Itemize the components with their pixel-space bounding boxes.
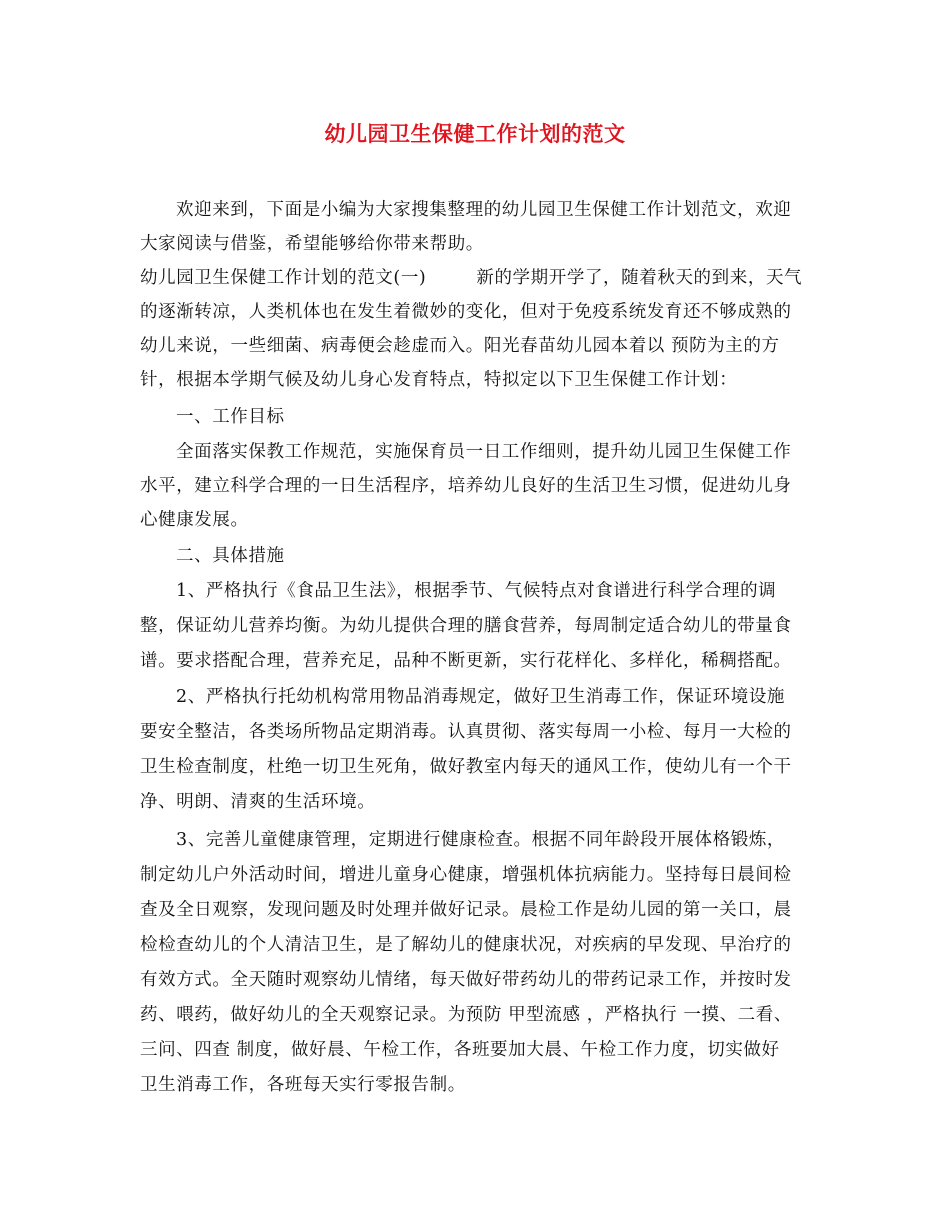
paragraph-text: 新的学期开学了，随着秋天的到来，天气 — [476, 268, 803, 288]
paragraph-line: 3、完善儿童健康管理，定期进行健康检查。根据不同年龄段开展体格锻炼， — [176, 830, 786, 850]
paragraph-line: 药、喂药，做好幼儿的全天观察记录。为预防 甲型流感 ，严格执行 一摸、二看、 — [140, 1005, 792, 1025]
paragraph-line: 要安全整洁，各类场所物品定期消毒。认真贯彻、落实每周一小检、每月一大检的 — [140, 722, 792, 742]
section-heading: 一、工作目标 — [176, 407, 285, 427]
paragraph-line: 2、严格执行托幼机构常用物品消毒规定，做好卫生消毒工作，保证环境设施 — [176, 687, 786, 707]
paragraph-line: 幼儿来说，一些细菌、病毒便会趁虚而入。阳光春苗幼儿园本着以 预防为主的方 — [140, 336, 780, 356]
paragraph-line: 有效方式。全天随时观察幼儿情绪，每天做好带药幼儿的带药记录工作，并按时发 — [140, 970, 792, 990]
paragraph-line: 谱。要求搭配合理，营养充足，品种不断更新，实行花样化、多样化，稀稠搭配。 — [140, 651, 792, 671]
paragraph-line: 卫生消毒工作，各班每天实行零报告制。 — [140, 1075, 466, 1095]
page-title: 幼儿园卫生保健工作计划的范文 — [324, 121, 626, 146]
paragraph-line: 水平，建立科学合理的一日生活程序，培养幼儿良好的生活卫生习惯，促进幼儿身 — [140, 476, 792, 496]
paragraph-line: 三问、四查 制度，做好晨、午检工作，各班要加大晨、午检工作力度，切实做好 — [140, 1040, 780, 1060]
paragraph-line: 针，根据本学期气候及幼儿身心发育特点，特拟定以下卫生保健工作计划： — [140, 370, 738, 390]
paragraph-line — [140, 266, 820, 290]
paragraph-line: 整，保证幼儿营养均衡。为幼儿提供合理的膳食营养，每周制定适合幼儿的带量食 — [140, 616, 792, 636]
paragraph-line: 大家阅读与借鉴，希望能够给你带来帮助。 — [140, 234, 484, 254]
paragraph-line: 检检查幼儿的个人清洁卫生，是了解幼儿的健康状况，对疾病的早发现、早治疗的 — [140, 935, 792, 955]
paragraph-line: 欢迎来到，下面是小编为大家搜集整理的幼儿园卫生保健工作计划范文，欢迎 — [176, 200, 792, 220]
paragraph-line: 制定幼儿户外活动时间，增进儿童身心健康，增强机体抗病能力。坚持每日晨间检 — [140, 865, 792, 885]
paragraph-line: 卫生检查制度，杜绝一切卫生死角，做好教室内每天的通风工作，使幼儿有一个干 — [140, 757, 792, 777]
section-heading: 幼儿园卫生保健工作计划的范文(一) — [140, 268, 427, 288]
paragraph-line: 心健康发展。 — [140, 510, 249, 530]
paragraph-line: 1、严格执行《食品卫生法》，根据季节、气候特点对食谱进行科学合理的调 — [176, 581, 777, 601]
section-heading: 二、具体措施 — [176, 546, 285, 566]
paragraph-line: 的逐渐转凉，人类机体也在发生着微妙的变化，但对于免疫系统发育还不够成熟的 — [140, 302, 792, 322]
paragraph-line: 全面落实保教工作规范，实施保育员一日工作细则，提升幼儿园卫生保健工作 — [176, 442, 792, 462]
paragraph-line: 净、明朗、清爽的生活环境。 — [140, 792, 376, 812]
paragraph-line: 查及全日观察，发现问题及时处理并做好记录。晨检工作是幼儿园的第一关口，晨 — [140, 900, 792, 920]
